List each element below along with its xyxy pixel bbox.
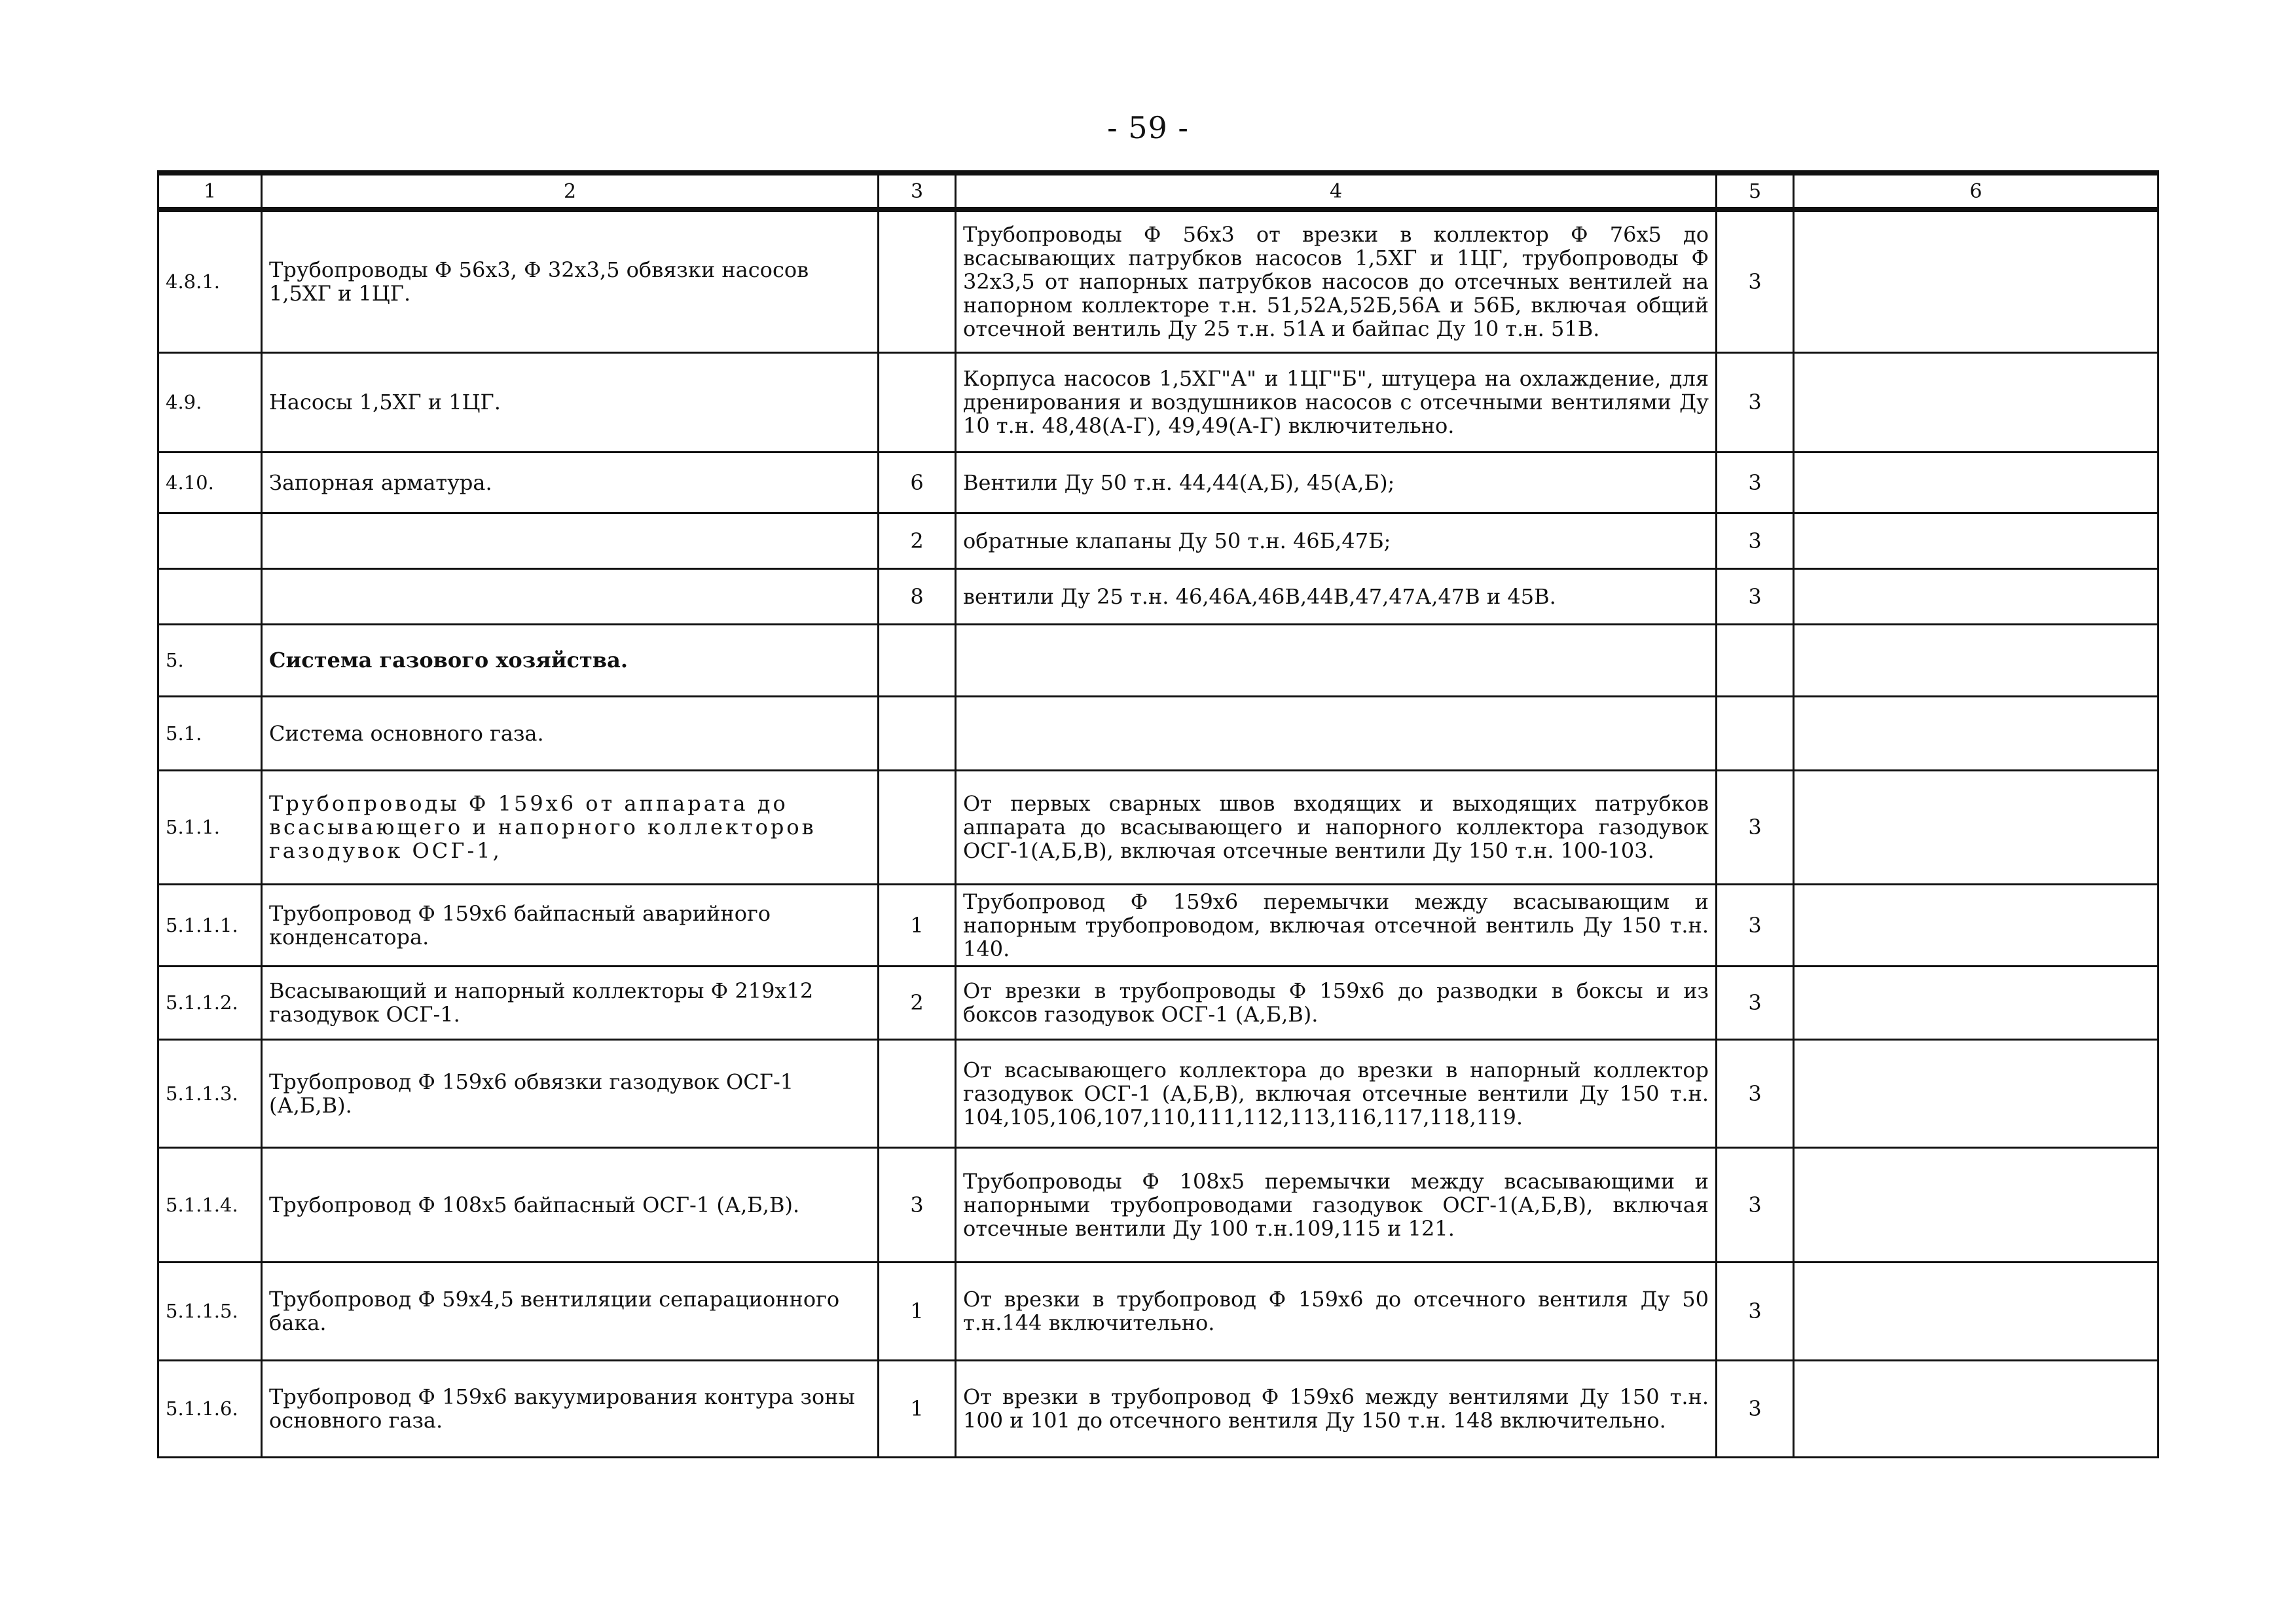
row-category: 3 [1717,1147,1794,1262]
row-note [1794,1262,2159,1360]
row-quantity: 1 [879,884,956,966]
specification-table [157,170,2159,1458]
row-note [1794,452,2159,513]
row-quantity [879,1039,956,1147]
table-row [158,568,2159,624]
row-number [158,513,262,568]
column-header: 4 [956,173,1717,210]
column-header: 2 [262,173,879,210]
row-number: 5.1.1.3. [158,1039,262,1147]
row-description: Трубопроводы Ф 56х3 от врезки в коллектор Ф 76х5 до всасывающих патрубков насосов 1,5ХГ и 1ЦГ, трубопроводы Ф 32х3,5 от напорных патрубков насосов до отсечных вентилей на напорном коллекторе т.н. 51,52А,52Б,56А и 56Б, включая общий отсечной вентиль Ду 25 т.н. 51А и байпас Ду 10 т.н. 51В. [956,210,1717,352]
row-name: Насосы 1,5ХГ и 1ЦГ. [262,352,879,452]
row-note [1794,770,2159,884]
row-description [956,624,1717,696]
row-name: Система газового хозяйства. [262,624,879,696]
row-description: От первых сварных швов входящих и выходящих патрубков аппарата до всасывающего и напорного коллектора газодувок ОСГ-1(А,Б,В), включая отсечные вентили Ду 150 т.н. 100-103. [956,770,1717,884]
table-row [158,770,2159,884]
row-description: От врезки в трубопровод Ф 159х6 до отсечного вентиля Ду 50 т.н.144 включительно. [956,1262,1717,1360]
row-number [158,568,262,624]
column-header: 6 [1794,173,2159,210]
row-quantity [879,210,956,352]
row-note [1794,624,2159,696]
row-category: 3 [1717,1262,1794,1360]
row-description: Трубопровод Ф 159х6 перемычки между всасывающим и напорным трубопроводом, включая отсечной вентиль Ду 150 т.н. 140. [956,884,1717,966]
column-header: 5 [1717,173,1794,210]
row-quantity [879,696,956,770]
row-category: 3 [1717,1360,1794,1457]
row-number: 4.9. [158,352,262,452]
row-note [1794,1039,2159,1147]
table-row [158,352,2159,452]
row-quantity [879,352,956,452]
row-number: 5.1.1.5. [158,1262,262,1360]
row-number: 4.10. [158,452,262,513]
row-number: 5.1.1.2. [158,966,262,1039]
table-row [158,696,2159,770]
row-name: Запорная арматура. [262,452,879,513]
table-row [158,210,2159,352]
row-quantity: 2 [879,966,956,1039]
row-name: Трубопровод Ф 159х6 вакуумирования контура зоны основного газа. [262,1360,879,1457]
row-category [1717,696,1794,770]
row-number: 4.8.1. [158,210,262,352]
row-note [1794,513,2159,568]
row-name: Трубопроводы Ф 159х6 от аппарата до всасывающего и напорного коллекторов газодувок ОСГ-1, [262,770,879,884]
row-category: 3 [1717,1039,1794,1147]
row-quantity: 1 [879,1262,956,1360]
column-header: 3 [879,173,956,210]
row-note [1794,1147,2159,1262]
row-number: 5.1. [158,696,262,770]
table-row [158,513,2159,568]
row-description: Вентили Ду 50 т.н. 44,44(А,Б), 45(А,Б); [956,452,1717,513]
row-category: 3 [1717,210,1794,352]
table-row [158,884,2159,966]
row-description: От врезки в трубопроводы Ф 159х6 до разводки в боксы и из боксов газодувок ОСГ-1 (А,Б,В). [956,966,1717,1039]
row-quantity [879,624,956,696]
row-name: Трубопроводы Ф 56х3, Ф 32х3,5 обвязки насосов 1,5ХГ и 1ЦГ. [262,210,879,352]
row-note [1794,352,2159,452]
row-number: 5.1.1.1. [158,884,262,966]
row-name: Трубопровод Ф 159х6 обвязки газодувок ОСГ-1 (А,Б,В). [262,1039,879,1147]
row-quantity: 1 [879,1360,956,1457]
row-name: Трубопровод Ф 159х6 байпасный аварийного конденсатора. [262,884,879,966]
row-name: Трубопровод Ф 108х5 байпасный ОСГ-1 (А,Б,В). [262,1147,879,1262]
column-header: 1 [158,173,262,210]
row-category: 3 [1717,513,1794,568]
row-number: 5.1.1. [158,770,262,884]
table-row [158,452,2159,513]
row-name [262,568,879,624]
row-category: 3 [1717,770,1794,884]
row-note [1794,568,2159,624]
table-row [158,1039,2159,1147]
row-name: Система основного газа. [262,696,879,770]
page-number: - 59 - [1107,110,1189,145]
row-category: 3 [1717,352,1794,452]
row-note [1794,696,2159,770]
table-header-row [158,173,2159,210]
row-description: Корпуса насосов 1,5ХГ"А" и 1ЦГ"Б", штуцера на охлаждение, для дренирования и воздушников насосов с отсечными вентилями Ду 10 т.н. 48,48(А-Г), 49,49(А-Г) включительно. [956,352,1717,452]
row-number: 5. [158,624,262,696]
row-category [1717,624,1794,696]
table-row [158,1360,2159,1457]
row-description: От врезки в трубопровод Ф 159х6 между вентилями Ду 150 т.н. 100 и 101 до отсечного вентиля Ду 150 т.н. 148 включительно. [956,1360,1717,1457]
row-name: Трубопровод Ф 59х4,5 вентиляции сепарационного бака. [262,1262,879,1360]
row-note [1794,210,2159,352]
row-category: 3 [1717,884,1794,966]
row-quantity [879,770,956,884]
row-description: обратные клапаны Ду 50 т.н. 46Б,47Б; [956,513,1717,568]
table-row [158,1262,2159,1360]
table-row [158,966,2159,1039]
row-quantity: 3 [879,1147,956,1262]
row-note [1794,1360,2159,1457]
row-category: 3 [1717,452,1794,513]
row-name [262,513,879,568]
row-quantity: 8 [879,568,956,624]
table-row [158,624,2159,696]
row-description: От всасывающего коллектора до врезки в напорный коллектор газодувок ОСГ-1 (А,Б,В), включая отсечные вентили Ду 150 т.н. 104,105,106,107,110,111,112,113,116,117,118,119. [956,1039,1717,1147]
row-quantity: 2 [879,513,956,568]
table-row [158,1147,2159,1262]
row-category: 3 [1717,568,1794,624]
row-number: 5.1.1.4. [158,1147,262,1262]
row-number: 5.1.1.6. [158,1360,262,1457]
row-description [956,696,1717,770]
row-note [1794,966,2159,1039]
row-category: 3 [1717,966,1794,1039]
row-description: вентили Ду 25 т.н. 46,46А,46В,44В,47,47А,47В и 45В. [956,568,1717,624]
row-name: Всасывающий и напорный коллекторы Ф 219х12 газодувок ОСГ-1. [262,966,879,1039]
row-quantity: 6 [879,452,956,513]
row-description: Трубопроводы Ф 108х5 перемычки между всасывающими и напорными трубопроводами газодувок ОСГ-1(А,Б,В), включая отсечные вентили Ду 100 т.н.109,115 и 121. [956,1147,1717,1262]
row-note [1794,884,2159,966]
